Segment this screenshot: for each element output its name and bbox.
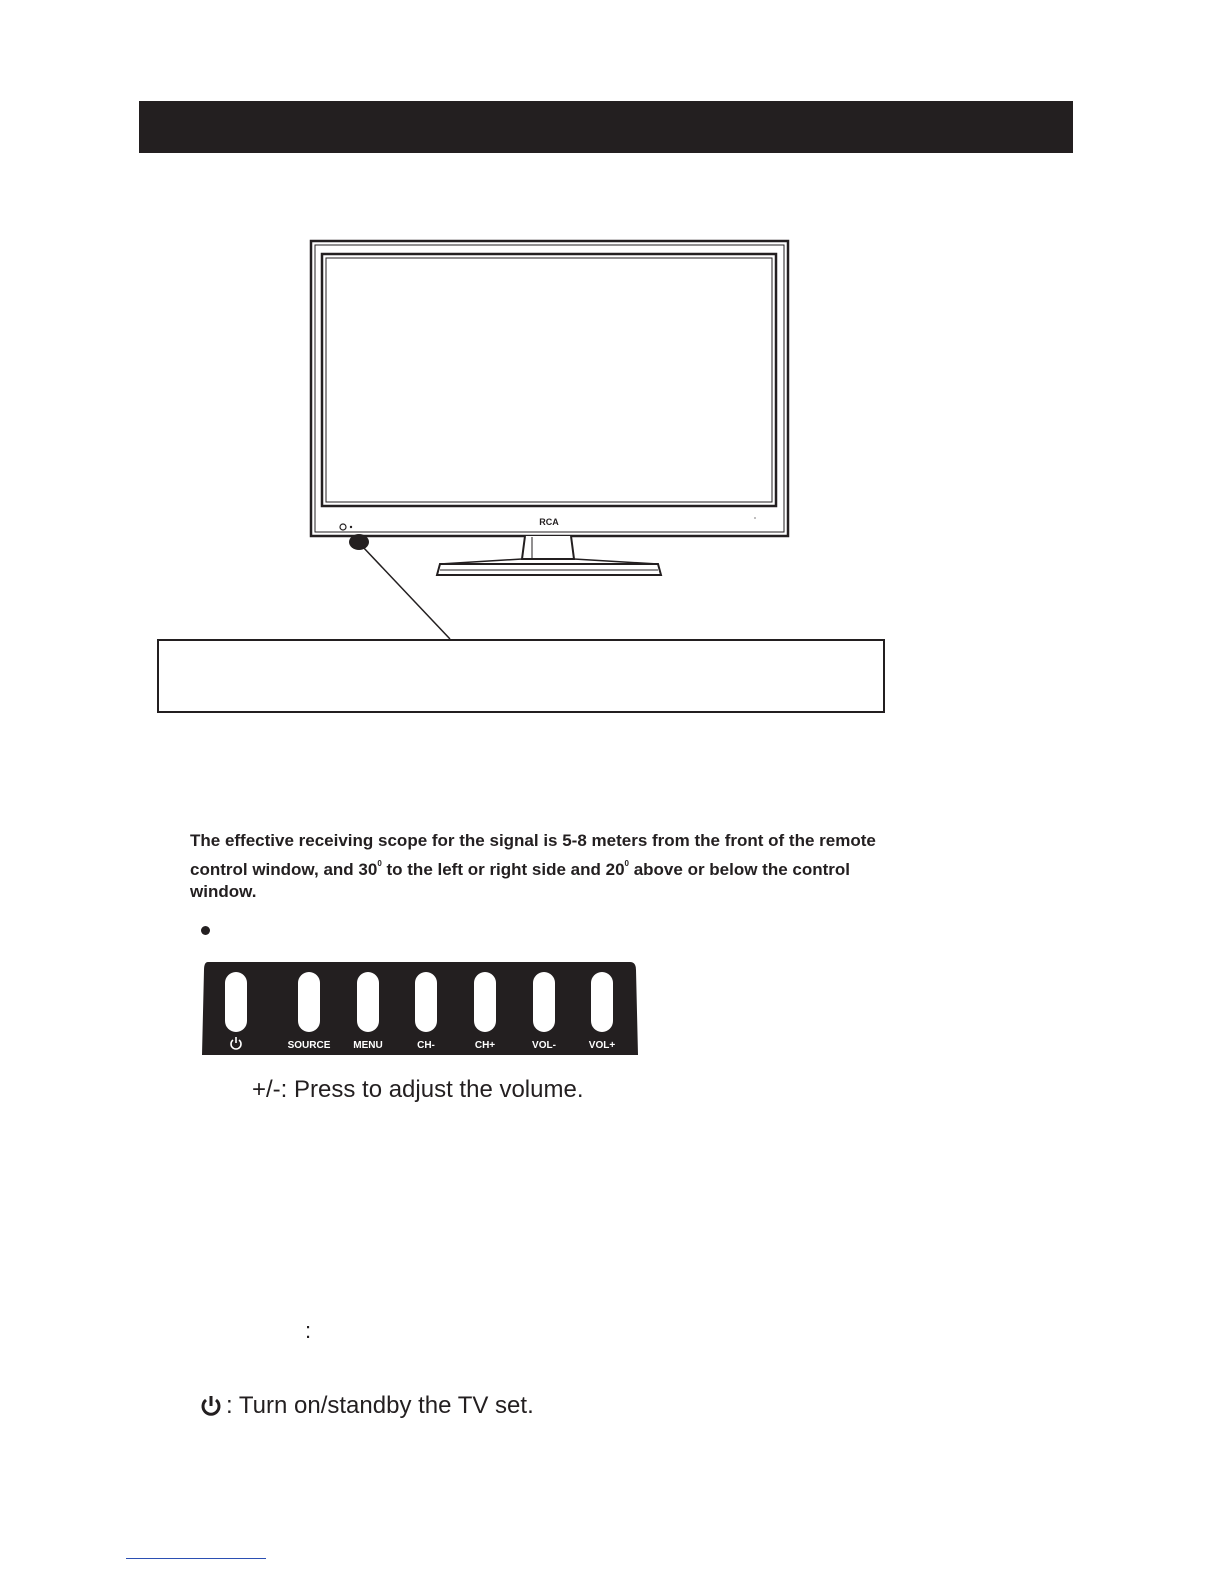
panel-button [474, 972, 496, 1032]
panel-button [357, 972, 379, 1032]
callout-box [157, 639, 885, 713]
scope-line-1: The effective receiving scope for the signal is 5-8 meters from the front of the remote [190, 831, 876, 850]
scope-line-3: window. [190, 882, 257, 901]
panel-button-label: SOURCE [287, 1040, 331, 1051]
panel-button-label: MENU [353, 1040, 383, 1051]
volume-description: +/-: Press to adjust the volume. [252, 1076, 584, 1103]
panel-button [298, 972, 320, 1032]
bullet-point [201, 926, 210, 935]
footer-link-underline [126, 1558, 266, 1559]
panel-button-label: VOL- [532, 1040, 556, 1051]
power-description [200, 1391, 534, 1421]
panel-button-label: VOL+ [588, 1040, 616, 1051]
power-description-text: : Turn on/standby the TV set. [226, 1392, 534, 1419]
panel-button [533, 972, 555, 1032]
brand-logo: RCA [539, 517, 559, 527]
callout-leader-line [340, 530, 470, 645]
scope-line-2b: to the left or right side and 20 [381, 859, 625, 879]
scope-line-2c: above or below the control [628, 859, 851, 879]
control-panel-illustration [200, 960, 640, 1058]
degree-mark: 0 [624, 858, 629, 868]
degree-mark: 0 [377, 858, 382, 868]
panel-button [591, 972, 613, 1032]
panel-button [415, 972, 437, 1032]
scope-line-2a: control window, and 30 [190, 859, 378, 879]
panel-button [225, 972, 247, 1032]
remote-scope-text [190, 830, 980, 904]
description-colon: : [305, 1318, 312, 1343]
power-icon [200, 1394, 222, 1418]
panel-button-label: CH- [417, 1040, 435, 1051]
section-header-bar [139, 101, 1073, 153]
panel-button-label: CH+ [474, 1040, 496, 1051]
